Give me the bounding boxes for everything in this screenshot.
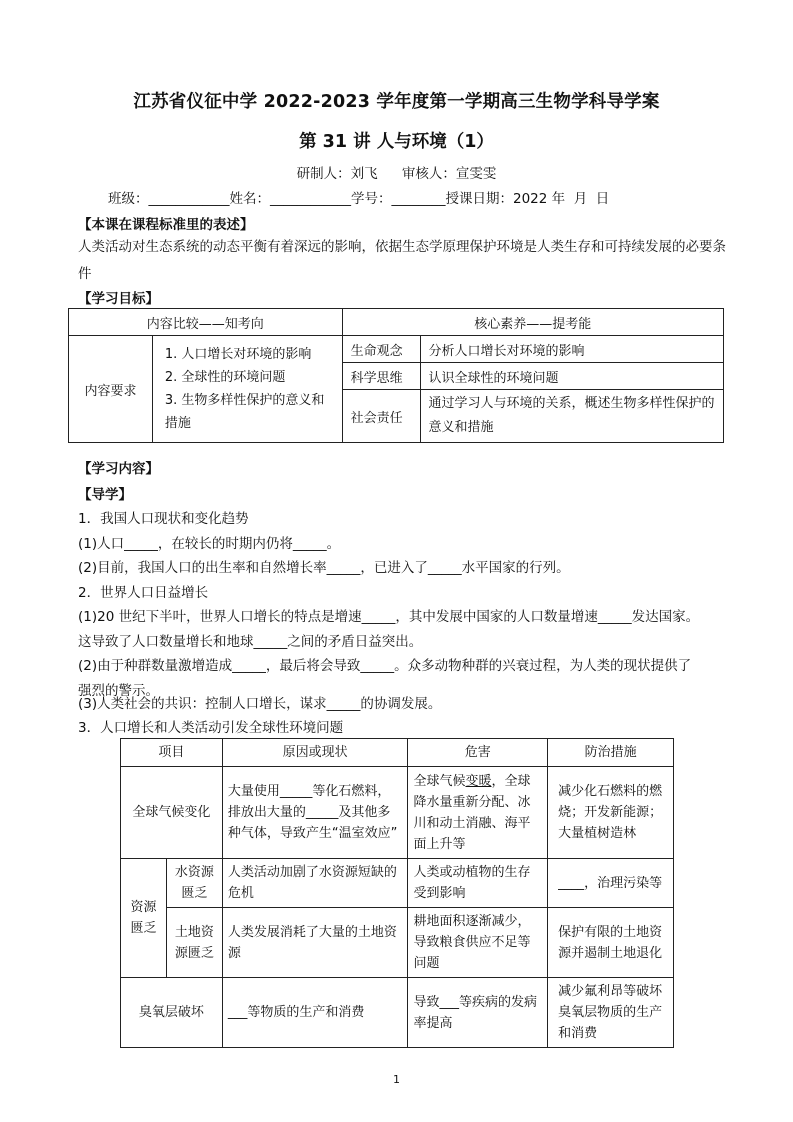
issue-name: 臭氧层破坏 [121, 978, 223, 1048]
issue-name: 全球气候变化 [121, 767, 223, 859]
issue-measure: 减少化石燃料的燃烧；开发新能源；大量植树造林 [548, 767, 674, 859]
harm-suffix: ，全球降水量重新分配、冰川和动土消融、海平面上升等 [413, 773, 531, 852]
issue-name: 水资源匮乏 [166, 859, 222, 908]
issue-harm: 导致___等疾病的发病率提高 [408, 978, 548, 1048]
literacy-name: 社会责任 [342, 390, 420, 443]
section-1-title: 1．我国人口现状和变化趋势 [78, 511, 249, 527]
issue-measure: 保护有限的土地资源并遏制土地退化 [548, 908, 674, 978]
standard-heading: 【本课在课程标准里的表述】 [78, 217, 254, 233]
table-header: 防治措施 [548, 739, 674, 767]
issue-cause: 人类活动加剧了水资源短缺的危机 [222, 859, 408, 908]
standard-text: 人类活动对生态系统的动态平衡有着深远的影响，依据生态学原理保护环境是人类生存和可持续发展的必要条件 [78, 239, 726, 282]
issue-name: 土地资源匮乏 [166, 908, 222, 978]
section-2-item-2-cont: 强烈的警示。 [78, 683, 159, 699]
goal-item: 3. 生物多样性保护的意义和措施 [164, 393, 325, 431]
issue-harm: 耕地面积逐渐减少，导致粮食供应不足等问题 [408, 908, 548, 978]
section-2-item-3: (3)人类社会的共识：控制人口增长，谋求_____的协调发展。 [78, 696, 442, 712]
section-2-title: 2．世界人口日益增长 [78, 585, 209, 601]
section-1-item-2: (2)目前，我国人口的出生率和自然增长率_____，已进入了_____水平国家的行列。 [78, 560, 570, 576]
literacy-desc: 认识全球性的环境问题 [420, 363, 724, 390]
section-3-title: 3．人口增长和人类活动引发全球性环境问题 [78, 720, 344, 736]
table-header: 原因或现状 [222, 739, 408, 767]
table-header: 项目 [121, 739, 223, 767]
issue-measure: 减少氟利昂等破坏臭氧层物质的生产和消费 [548, 978, 674, 1048]
issue-cause: ___等物质的生产和消费 [222, 978, 408, 1048]
goal-item: 1. 人口增长对环境的影响 [164, 347, 312, 362]
page-number: 1 [393, 1073, 400, 1086]
issue-cause: 大量使用_____等化石燃料，排放出大量的_____及其他多种气体，导致产生“温室效应” [222, 767, 408, 859]
reviewer-label: 审核人：宣雯雯 [401, 166, 497, 182]
issue-harm [408, 767, 548, 859]
resource-shortage-label: 资源匮乏 [121, 859, 167, 978]
lesson-title: 第 31 讲 人与环境（1） [299, 132, 494, 152]
content-requirement-items [152, 336, 342, 443]
content-requirement-label: 内容要求 [69, 336, 153, 443]
goals-col1-header: 内容比较——知考向 [69, 309, 343, 336]
issue-cause: 人类发展消耗了大量的土地资源 [222, 908, 408, 978]
section-2-item-1-cont: 这导致了人口数量增长和地球_____之间的矛盾日益突出。 [78, 634, 423, 650]
harm-prefix: 全球气候 [413, 773, 466, 789]
issue-harm: 人类或动植物的生存受到影响 [408, 859, 548, 908]
literacy-name: 科学思维 [342, 363, 420, 390]
goals-heading: 【学习目标】 [78, 291, 159, 307]
content-heading: 【学习内容】 [78, 461, 159, 477]
environment-issues-table [120, 738, 674, 1048]
author-label: 研制人：刘飞 [296, 166, 378, 182]
learning-goals-table [68, 308, 724, 443]
document-title: 江苏省仪征中学 2022-2023 学年度第一学期高三生物学科导学案 [133, 92, 660, 112]
literacy-name: 生命观念 [342, 336, 420, 363]
issue-measure: ____，治理污染等 [548, 859, 674, 908]
table-header: 危害 [408, 739, 548, 767]
authors-line [0, 162, 793, 182]
goals-col2-header: 核心素养——提考能 [342, 309, 723, 336]
goal-item: 2. 全球性的环境问题 [164, 370, 286, 385]
section-1-item-1: (1)人口_____，在较长的时期内仍将_____。 [78, 536, 341, 552]
section-2-item-1: (1)20 世纪下半叶，世界人口增长的特点是增速_____，其中发展中国家的人口数量增速_____发达国家。 [78, 609, 700, 625]
student-info-line: 班级：____________姓名：____________学号：________授课日期：2022 年 月 日 [108, 191, 610, 207]
literacy-desc: 通过学习人与环境的关系，概述生物多样性保护的意义和措施 [420, 390, 724, 443]
harm-underlined: 变暖 [465, 773, 492, 789]
guide-heading: 【导学】 [78, 487, 132, 503]
literacy-desc: 分析人口增长对环境的影响 [420, 336, 724, 363]
section-2-item-2: (2)由于种群数量激增造成_____，最后将会导致_____。众多动物种群的兴衰过程，为人类的现状提供了 [78, 658, 692, 674]
